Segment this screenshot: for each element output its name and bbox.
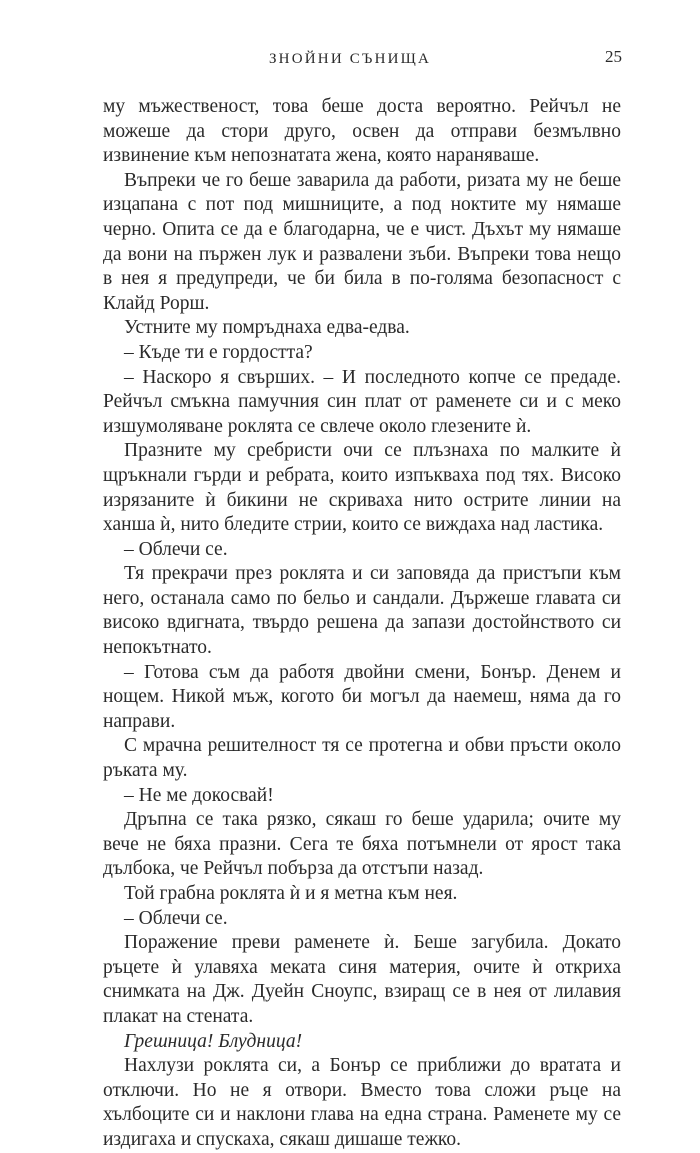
paragraph: Празните му сребристи очи се плъзнаха по малките ѝ щръкнали гърди и ребрата, които изпъкваха под тях. Високо изрязаните ѝ бикини не скриваха нито острите линии на ханша ѝ, нито бледите стрии, които се виждаха над ластика. bbox=[103, 440, 621, 536]
paragraph: – Къде ти е гордостта? bbox=[124, 341, 313, 363]
paragraph: Той грабна роклята ѝ и я метна към нея. bbox=[124, 883, 458, 904]
paragraph: Дръпна се така рязко, сякаш го беше ударила; очите му вече не бяха празни. Сега те бяха потъмнели от ярост така дълбока, че Рейчъл побърза да отстъпи назад. bbox=[103, 809, 621, 880]
page-number: 25 bbox=[605, 47, 622, 66]
paragraph: Нахлузи роклята си, а Бонър се приближи до вратата и отключи. Но не я отвори. Вместо това сложи ръце на хълбоците си и наклони глава на една страна. Раменете му се издигаха и спускаха, сякаш дишаше тежко. bbox=[103, 1055, 621, 1150]
paragraph: Въпреки че го беше заварила да работи, ризата му не беше изцапана с пот под мишниците, а под ноктите му нямаше черно. Опита се да е благодарна, че е чист. Дъхът му нямаше да вони на пържен лук и развалени зъби. Въпреки това нещо в нея я предупреди, че би била в по-голяма безопасност с Клайд Рорш. bbox=[103, 169, 621, 314]
paragraph: – Облечи се. bbox=[124, 538, 228, 560]
paragraph: – Облечи се. bbox=[124, 907, 228, 929]
paragraph: Поражение преви раменете ѝ. Беше загубила. Докато ръцете ѝ улавяха меката синя материя, очите ѝ откриха снимката на Дж. Дуейн Сноупс, взиращ се в нея от лилавия плакат на стената. bbox=[103, 932, 621, 1027]
body-text bbox=[103, 95, 621, 1153]
paragraph: – Не ме докосвай! bbox=[124, 784, 274, 806]
paragraph: Устните му помръднаха едва-едва. bbox=[124, 317, 410, 339]
paragraph: – Готова съм да работя двойни смени, Бонър. Денем и нощем. Никой мъж, когото би могъл да наемеш, няма да го направи. bbox=[103, 661, 621, 732]
paragraph: С мрачна решителност тя се протегна и обви пръсти около ръката му. bbox=[103, 735, 621, 782]
paragraph: Тя прекрачи през роклята и си заповяда да пристъпи към него, останала само по бельо и сандали. Държеше главата си високо вдигната, твърдо решена да запази достойнството си непокътнато. bbox=[103, 563, 621, 659]
paragraph: – Наскоро я свърших. – И последното копче се предаде. Рейчъл смъкна памучния син плат от раменете си и с меко изшумоляване роклята се свлече около глезените ѝ. bbox=[103, 366, 621, 437]
paragraph-italic: Грешница! Блудница! bbox=[124, 1030, 303, 1052]
running-header-title: ЗНОЙНИ СЪНИЩА bbox=[268, 51, 432, 67]
paragraph: му мъжественост, това беше доста вероятно. Рейчъл не можеше да стори друго, освен да отправи безмълвно извинение към непознатата жена, която нараняваше. bbox=[103, 96, 621, 167]
